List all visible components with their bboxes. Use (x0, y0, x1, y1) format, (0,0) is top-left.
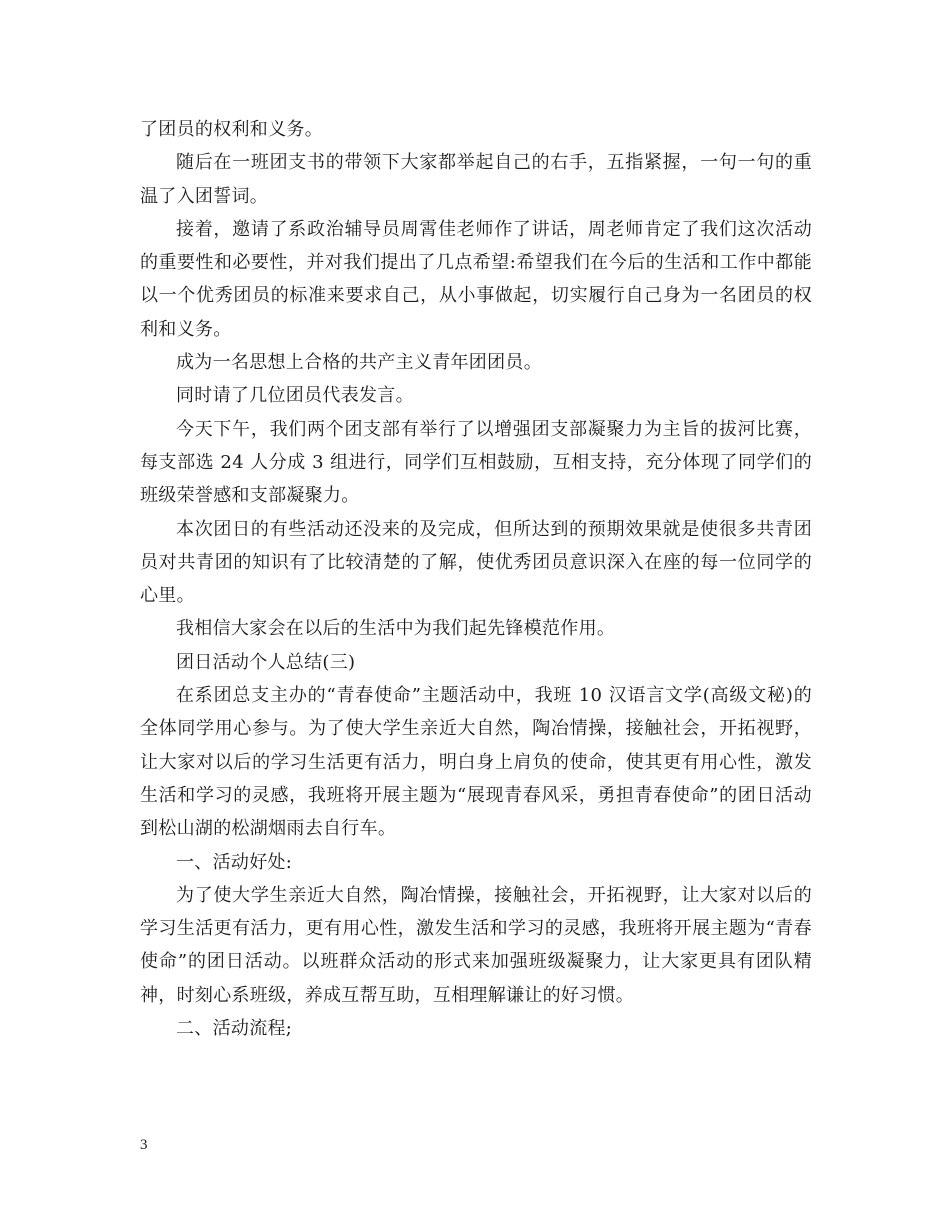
section-heading: 二、活动流程; (176, 1018, 293, 1040)
paragraph: 随后在一班团支书的带领下大家都举起自己的右手，五指紧握，一句一句的重温了入团誓词。 (140, 152, 812, 207)
paragraph: 今天下午，我们两个团支部有举行了以增强团支部凝聚力为主旨的拔河比赛，每支部选 24 人分成 3 组进行，同学们互相鼓励，互相支持，充分体现了同学们的班级荣誉感和支部凝聚力。 (140, 418, 812, 507)
section-heading: 团日活动个人总结(三) (176, 651, 356, 673)
section-heading: 一、活动好处: (176, 851, 293, 873)
paragraph: 成为一名思想上合格的共产主义青年团团员。 (176, 352, 542, 374)
paragraph: 在系团总支主办的“青春使命”主题活动中，我班 10 汉语言文学(高级文秘)的全体同学用心参与。为了使大学生亲近大自然，陶冶情操，接触社会，开拓视野，让大家对以后的学习生活更有活力，明白身上肩负的使命，使其更有用心性，激发生活和学习的灵感，我班将开展主题为“展现青春风采，勇担青春使命”的团日活动到松山湖的松湖烟雨去自行车。 (140, 685, 812, 840)
page-number: 3 (140, 1137, 148, 1153)
paragraph: 接着，邀请了系政治辅导员周霄佳老师作了讲话，周老师肯定了我们这次活动的重要性和必要性，并对我们提出了几点希望:希望我们在今后的生活和工作中都能以一个优秀团员的标准来要求自己，从小事做起，切实履行自己身为一名团员的权利和义务。 (140, 218, 812, 340)
paragraph: 了团员的权利和义务。 (140, 119, 323, 140)
paragraph: 同时请了几位团员代表发言。 (176, 385, 414, 407)
paragraph: 本次团日的有些活动还没来的及完成，但所达到的预期效果就是使很多共青团员对共青团的知识有了比较清楚的了解，使优秀团员意识深入在座的每一位同学的心里。 (140, 518, 812, 607)
document-body (140, 113, 812, 1045)
paragraph: 为了使大学生亲近大自然，陶冶情操，接触社会，开拓视野，让大家对以后的学习生活更有活力，更有用心性，激发生活和学习的灵感，我班将开展主题为“青春使命”的团日活动。以班群众活动的形式来加强班级凝聚力，让大家更具有团队精神，时刻心系班级，养成互帮互助，互相理解谦让的好习惯。 (140, 884, 812, 1006)
paragraph: 我相信大家会在以后的生活中为我们起先锋模范作用。 (176, 618, 616, 640)
